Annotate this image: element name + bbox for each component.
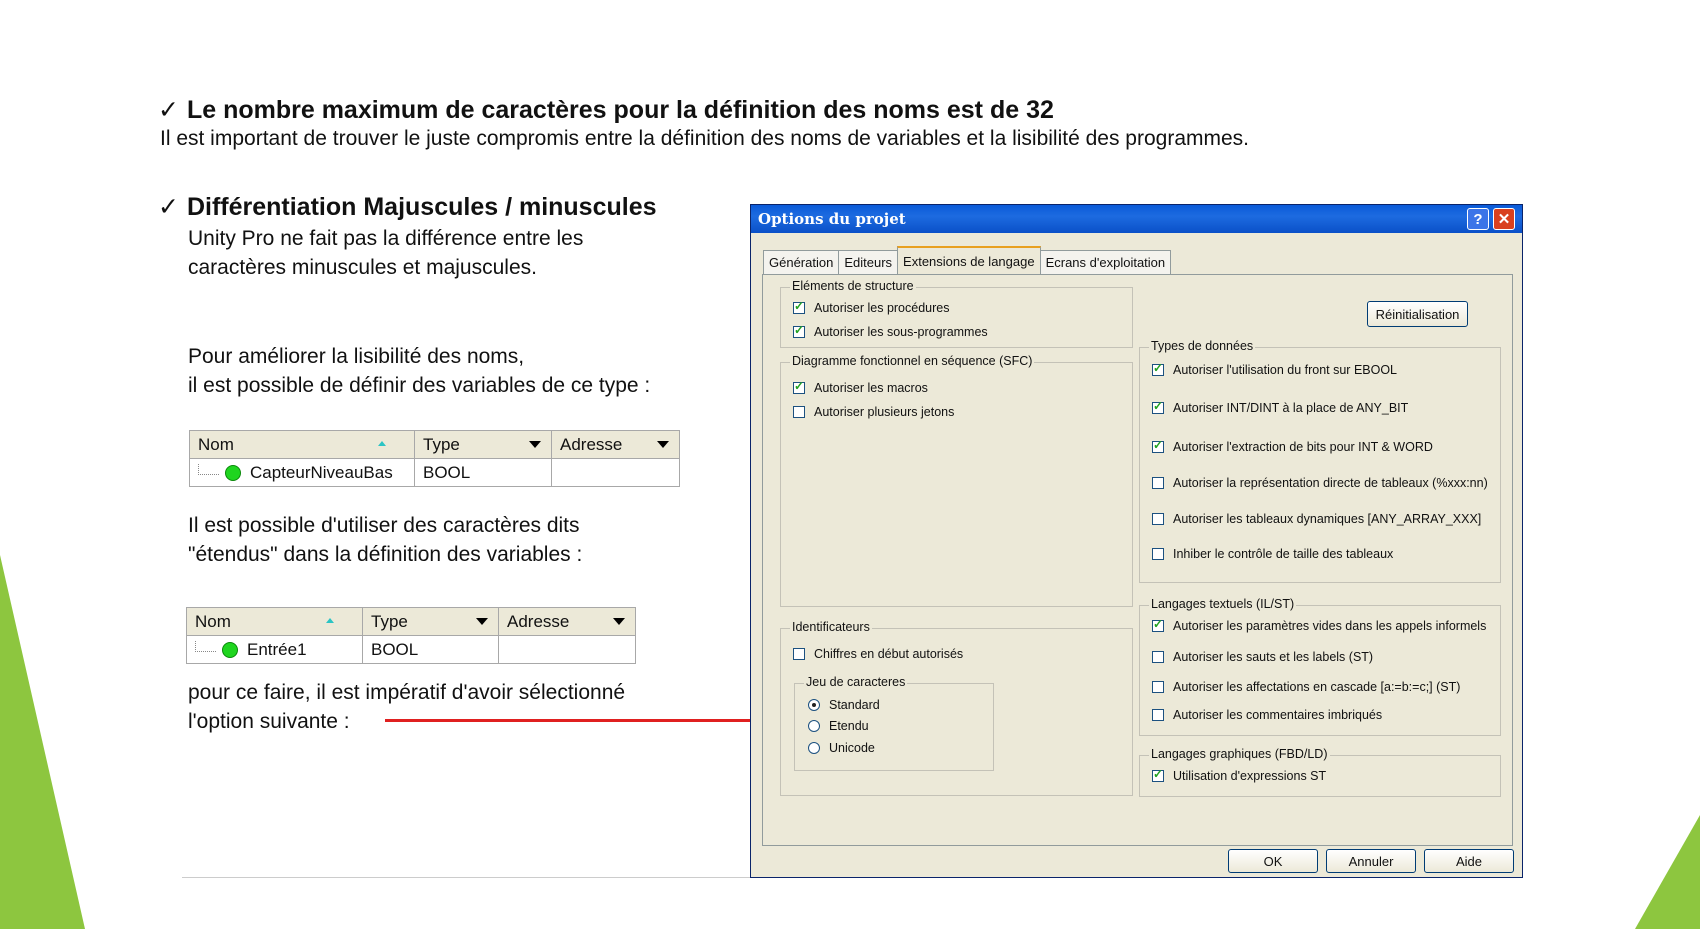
variable-type-cell[interactable]: BOOL [363,636,499,663]
compromise-text: Il est important de trouver le juste compromis entre la définition des noms de variables et la lisibilité des programmes. [160,127,1249,150]
checkbox[interactable] [1152,770,1164,782]
sort-ascending-icon [378,441,386,446]
radio-button[interactable] [808,720,820,732]
checkbox[interactable] [1152,477,1164,489]
bool-status-icon [225,465,241,481]
group-textual-languages [1139,597,1501,736]
bool-status-icon [222,642,238,658]
dropdown-arrow-icon [613,618,625,625]
group-sfc [780,354,1133,607]
group-data-types-label: Types de données [1151,339,1254,353]
table-row[interactable] [187,636,635,663]
case-paragraph-line: Unity Pro ne fait pas la différence entre les [188,227,584,250]
group-identifiers-label: Identificateurs [792,620,870,634]
column-header-nom[interactable]: Nom [190,431,415,458]
heading-max-characters [158,95,1054,125]
tab-strip [763,250,1170,274]
tree-connector [195,641,216,652]
checkbox[interactable] [1152,681,1164,693]
tab-ecrans-d-exploitation[interactable]: Ecrans d'exploitation [1040,250,1172,274]
dropdown-arrow-icon [657,441,669,448]
readability-paragraph-line: il est possible de définir des variables de ce type : [188,374,651,397]
variable-table-2 [186,607,636,664]
variable-name-cell[interactable]: CapteurNiveauBas [190,459,415,486]
radio-button[interactable] [808,742,820,754]
group-graphical-languages [1139,747,1501,797]
group-charset [794,675,994,771]
column-header-type[interactable]: Type [415,431,552,458]
option-cascade-assignments[interactable]: Autoriser les affectations en cascade [a:=b:=c;] (ST) [1152,680,1460,694]
readability-paragraph-line: Pour améliorer la lisibilité des noms, [188,345,525,368]
table-row[interactable] [190,459,679,486]
option-instruction-line: pour ce faire, il est impératif d'avoir sélectionné [188,681,626,704]
option-nested-comments[interactable]: Autoriser les commentaires imbriqués [1152,708,1382,722]
checkbox[interactable] [1152,513,1164,525]
radio-standard[interactable]: Standard [808,698,880,712]
readability-paragraph [188,342,650,400]
option-dynamic-arrays[interactable]: Autoriser les tableaux dynamiques [ANY_ARRAY_XXX] [1152,512,1481,526]
checkbox[interactable] [793,302,805,314]
close-icon[interactable]: ✕ [1493,208,1515,230]
checkbox[interactable] [1152,651,1164,663]
tab-editeurs[interactable]: Editeurs [838,250,898,274]
checkbox[interactable] [1152,402,1164,414]
sort-ascending-icon [326,618,334,623]
checkbox[interactable] [1152,441,1164,453]
decorative-green-triangle-left [0,555,85,929]
table-header-row [190,431,679,459]
dialog-title: Options du projet [758,210,906,228]
group-sfc-label: Diagramme fonctionnel en séquence (SFC) [792,354,1033,368]
extended-chars-line: Il est possible d'utiliser des caractères dits [188,514,580,537]
variable-address-cell[interactable] [499,636,635,663]
column-header-adresse[interactable]: Adresse [499,608,635,635]
radio-unicode[interactable]: Unicode [808,741,875,755]
option-allow-macros[interactable]: ✓ Autoriser les macros [793,381,928,395]
checkbox[interactable] [793,648,805,660]
group-textual-languages-label: Langages textuels (IL/ST) [1151,597,1295,611]
ok-button[interactable]: OK [1228,849,1318,873]
decorative-green-triangle-right [1635,815,1700,929]
checkbox[interactable] [793,406,805,418]
tree-connector [198,464,219,475]
option-inhibit-array-size-check[interactable]: Inhiber le contrôle de taille des tableaux [1152,547,1393,561]
option-int-dint-any-bit[interactable]: ✓ Autoriser INT/DINT à la place de ANY_BIT [1152,401,1408,415]
tab-extensions-de-langage[interactable]: Extensions de langage [897,246,1041,275]
group-structure [780,279,1133,348]
variable-address-cell[interactable] [552,459,679,486]
checkbox[interactable] [793,382,805,394]
column-header-nom[interactable]: Nom [187,608,363,635]
variable-type-cell[interactable]: BOOL [415,459,552,486]
help-button[interactable]: Aide [1424,849,1514,873]
dropdown-arrow-icon [529,441,541,448]
heading-case-sensitivity-text: Différentiation Majuscules / minuscules [186,193,657,221]
check-icon: ✓ [158,193,179,221]
variable-name-cell[interactable]: Entrée1 [187,636,363,663]
option-st-expressions[interactable]: ✓ Utilisation d'expressions ST [1152,769,1326,783]
column-header-type[interactable]: Type [363,608,499,635]
radio-button[interactable] [808,699,820,711]
option-ebool-edge[interactable]: ✓ Autoriser l'utilisation du front sur EBOOL [1152,363,1397,377]
checkbox[interactable] [1152,548,1164,560]
option-leading-digits[interactable]: Chiffres en début autorisés [793,647,963,661]
heading-max-characters-text: Le nombre maximum de caractères pour la définition des noms est de 32 [186,96,1054,124]
checkbox[interactable] [1152,709,1164,721]
help-icon[interactable]: ? [1467,208,1489,230]
checkbox[interactable] [793,326,805,338]
group-structure-label: Eléments de structure [792,279,914,293]
column-header-adresse[interactable]: Adresse [552,431,679,458]
heading-case-sensitivity [158,192,657,222]
pointer-arrow-line [385,719,800,722]
extended-chars-line: "étendus" dans la définition des variables : [188,543,583,566]
checkbox[interactable] [1152,620,1164,632]
option-instruction-paragraph [188,678,625,736]
option-empty-parameters[interactable]: ✓ Autoriser les paramètres vides dans les appels informels [1152,619,1486,633]
group-charset-label: Jeu de caracteres [806,675,906,689]
case-paragraph-line: caractères minuscules et majuscules. [188,256,537,279]
tab-panel [762,274,1513,846]
option-instruction-line: l'option suivante : [188,710,350,733]
reset-button[interactable]: Réinitialisation [1367,301,1468,327]
dialog-titlebar[interactable] [751,205,1522,233]
option-jumps-labels[interactable]: Autoriser les sauts et les labels (ST) [1152,650,1373,664]
checkbox[interactable] [1152,364,1164,376]
option-allow-procedures[interactable]: ✓ Autoriser les procédures [793,301,949,315]
case-paragraph [188,224,583,282]
option-direct-array-representation[interactable]: Autoriser la représentation directe de tableaux (%xxx:nn) [1152,476,1488,490]
group-graphical-languages-label: Langages graphiques (FBD/LD) [1151,747,1328,761]
dropdown-arrow-icon [476,618,488,625]
extended-chars-paragraph [188,511,582,569]
project-options-dialog [750,204,1523,878]
group-data-types [1139,339,1501,583]
tab-generation[interactable]: Génération [763,250,839,274]
table-header-row [187,608,635,636]
option-allow-multiple-tokens[interactable]: Autoriser plusieurs jetons [793,405,954,419]
slide-bottom-line [182,877,754,878]
option-allow-subroutines[interactable]: ✓ Autoriser les sous-programmes [793,325,988,339]
option-bit-extraction[interactable]: ✓ Autoriser l'extraction de bits pour INT & WORD [1152,440,1433,454]
check-icon: ✓ [158,96,179,124]
variable-table-1 [189,430,680,487]
cancel-button[interactable]: Annuler [1326,849,1416,873]
radio-etendu[interactable]: Etendu [808,719,869,733]
group-identifiers [780,620,1133,796]
